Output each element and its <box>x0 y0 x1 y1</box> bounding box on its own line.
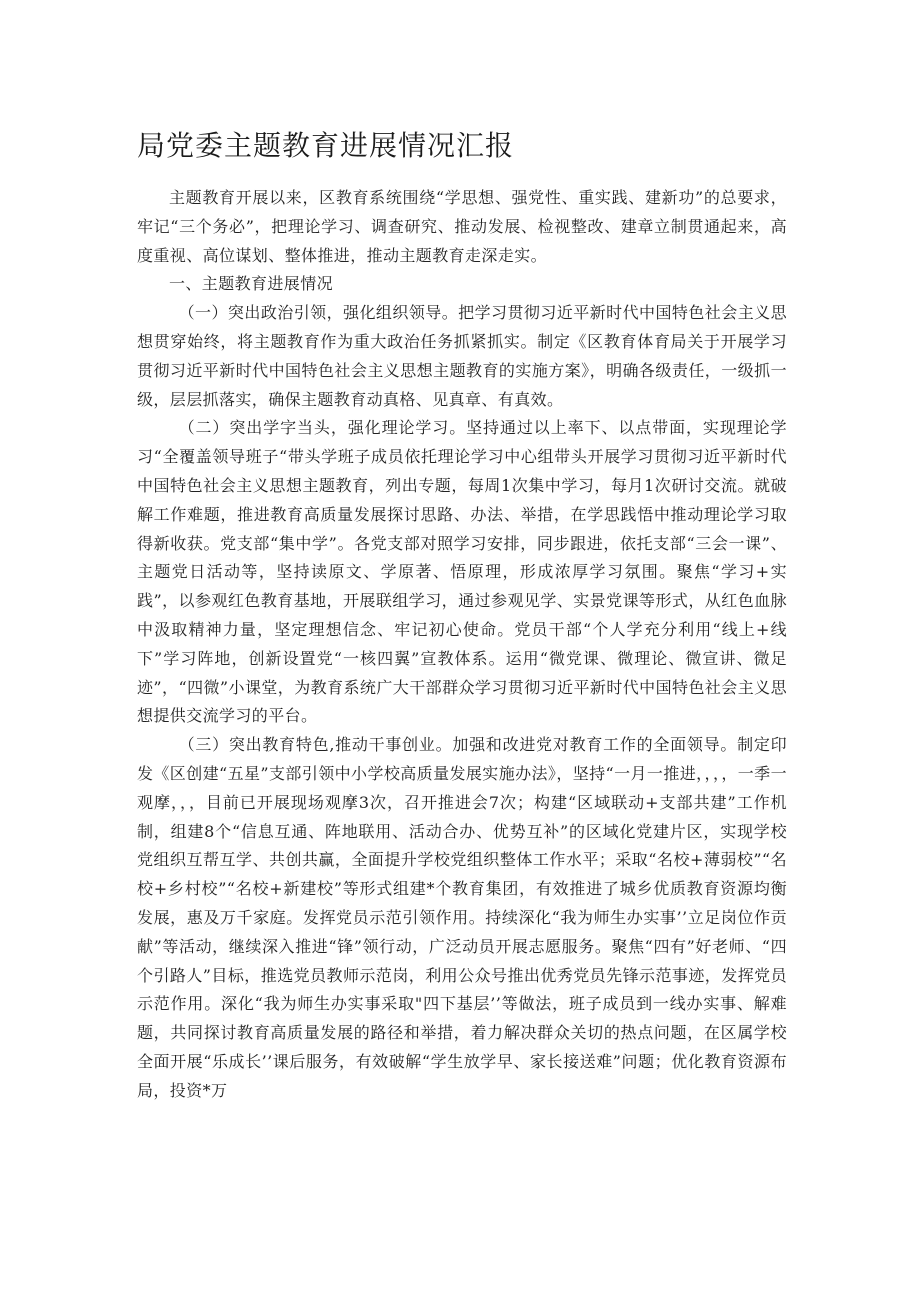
intro-paragraph: 主题教育开展以来，区教育系统围绕“学思想、强党性、重实践、建新功”的总要求，牢记“三个务必”，把理论学习、调查研究、推动发展、检视整改、建章立制贯通起来，高度重视、高位谋划、整体推进，推动主题教育走深走实。 <box>137 188 787 265</box>
subsection-3-paragraph: （三）突出教育特色,推动干事创业。加强和改进党对教育工作的全面领导。制定印发《区创建“五星”支部引领中小学校高质量发展实施办法》，坚持“一月一推进，，，，一季一观摩，，，目前已开展现场观摩3次，召开推进会7次；构建“区域联动+支部共建”工作机制，组建8个“信息互通、阵地联用、活动合办、优势互补”的区域化党建片区，实现学校党组织互帮互学、共创共赢，全面提升学校党组织整体工作水平；采取“名校+薄弱校”“名校+乡村校”“名校+新建校”等形式组建*个教育集团，有效推进了城乡优质教育资源均衡发展，惠及万千家庭。发挥党员示范引领作用。持续深化“我为师生办实事’’立足岗位作贡献”等活动，继续深入推进“锋”领行动，广泛动员开展志愿服务。聚焦“四有”好老师、“四个引路人”目标，推选党员教师示范岗，利用公众号推出优秀党员先锋示范事迹，发挥党员示范作用。深化“我为师生办实事采取"四下基层’’等做法，班子成员到一线办实事、解难题，共同探讨教育高质量发展的路径和举措，着力解决群众关切的热点问题，在区属学校全面开展“乐成长’’课后服务，有效破解“学生放学早、家长接送难”问题；优化教育资源布局，投资*万 <box>137 735 787 1100</box>
document-body <box>137 184 787 1106</box>
section-heading: 一、主题教育进展情况 <box>169 274 334 294</box>
subsection-2-paragraph: （二）突出学字当头，强化理论学习。坚持通过以上率下、以点带面，实现理论学习“全覆盖领导班子“带头学班子成员依托理论学习中心组带头开展学习贯彻习近平新时代中国特色社会主义思想主题教育，列出专题，每周1次集中学习，每月1次研讨交流。就破解工作难题，推进教育高质量发展探讨思路、办法、举措，在学思践悟中推动理论学习取得新收获。党支部“集中学”。各党支部对照学习安排，同步跟进，依托支部“三会一课”、主题党日活动等，坚持读原文、学原著、悟原理，形成浓厚学习氛围。聚焦“学习+实践”，以参观红色教育基地，开展联组学习，通过参观见学、实景党课等形式，从红色血脉中汲取精神力量，坚定理想信念、牢记初心使命。党员干部“个人学充分利用“线上+线下”学习阵地，创新设置党“一核四翼”宣教体系。运用“微党课、微理论、微宣讲、微足迹”，“四微”小课堂，为教育系统广大干部群众学习贯彻习近平新时代中国特色社会主义思想提供交流学习的平台。 <box>137 418 787 726</box>
subsection-1-paragraph: （一）突出政治引领，强化组织领导。把学习贯彻习近平新时代中国特色社会主义思想贯穿始终，将主题教育作为重大政治任务抓紧抓实。制定《区教育体育局关于开展学习贯彻习近平新时代中国特色社会主义思想主题教育的实施方案》，明确各级责任，一级抓一级，层层抓落实，确保主题教育动真格、见真章、有真效。 <box>137 303 787 409</box>
document-title: 局党委主题教育进展情况汇报 <box>137 129 515 162</box>
